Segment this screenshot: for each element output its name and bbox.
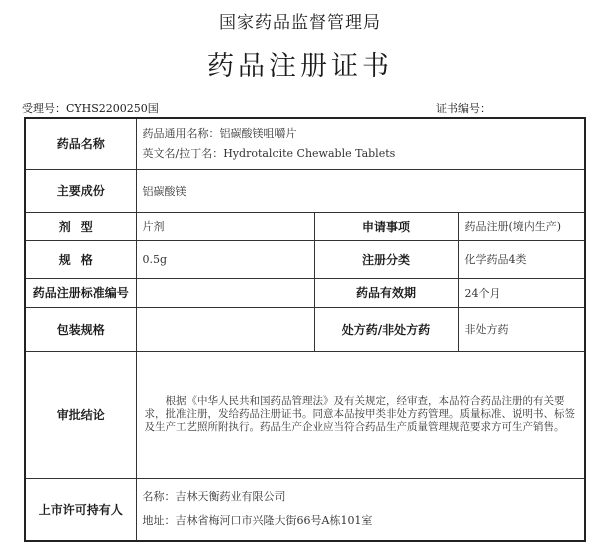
specification-label: 规格 <box>25 240 136 278</box>
reg-class-label: 注册分类 <box>314 240 458 278</box>
prescription-label: 处方药/非处方药 <box>314 307 458 351</box>
drug-name-label: 药品名称 <box>25 118 136 169</box>
common-name-line <box>143 124 579 144</box>
english-name-line <box>143 144 579 164</box>
row-drug-name <box>25 118 585 169</box>
validity-label: 药品有效期 <box>314 278 458 307</box>
row-ingredient <box>25 169 585 212</box>
acceptance-number-label: 受理号： <box>22 102 66 115</box>
packaging-value <box>136 307 314 351</box>
conclusion-text: 根据《中华人民共和国药品管理法》及有关规定，经审查，本品符合药品注册的有关要求，批准注册，发给药品注册证书。同意本品按甲类非处方药管理。质量标准、说明书、标签及生产工艺照所附执行。药品生产企业应当符合药品生产质量管理规范要求方可生产销售。 <box>144 395 575 433</box>
holder-address-label: 地址： <box>142 514 176 528</box>
row-specification <box>25 240 585 278</box>
application-value: 药品注册(境内生产) <box>458 212 585 240</box>
standard-no-value <box>136 278 314 307</box>
acceptance-number <box>22 100 159 116</box>
reg-class-value: 化学药品4类 <box>458 240 585 278</box>
common-name-value: 铝碳酸镁咀嚼片 <box>219 126 297 140</box>
certificate-number-label: 证书编号： <box>436 102 491 115</box>
holder-name-line <box>143 485 579 509</box>
certificate-title: 药品注册证书 <box>207 51 393 82</box>
row-dosage-form <box>25 212 585 240</box>
holder-name-value: 吉林天衡药业有限公司 <box>175 490 286 504</box>
row-holder <box>25 478 585 541</box>
english-name-label: 英文名/拉丁名： <box>142 146 224 160</box>
holder-label: 上市许可持有人 <box>25 478 136 541</box>
acceptance-number-value: CYHS2200250国 <box>66 102 159 115</box>
certificate-table <box>24 117 586 542</box>
validity-value: 24个月 <box>458 278 585 307</box>
row-packaging <box>25 307 585 351</box>
prescription-value: 非处方药 <box>458 307 585 351</box>
english-name-value: Hydrotalcite Chewable Tablets <box>223 146 396 160</box>
holder-name-label: 名称： <box>142 490 176 504</box>
standard-no-label: 药品注册标准编号 <box>25 278 136 307</box>
packaging-label: 包装规格 <box>25 307 136 351</box>
holder-cell <box>136 478 585 541</box>
dosage-form-label: 剂型 <box>25 212 136 240</box>
ingredient-value: 铝碳酸镁 <box>136 169 585 212</box>
drug-name-cell <box>136 118 585 169</box>
certificate-number <box>436 100 491 116</box>
conclusion-label: 审批结论 <box>25 351 136 478</box>
holder-address-value: 吉林省梅河口市兴隆大街66号A栋101室 <box>175 514 373 528</box>
specification-value: 0.5g <box>136 240 314 278</box>
agency-name: 国家药品监督管理局 <box>219 13 381 33</box>
row-standard-no <box>25 278 585 307</box>
conclusion-cell <box>136 351 585 478</box>
row-conclusion <box>25 351 585 478</box>
holder-address-line <box>143 509 579 533</box>
application-label: 申请事项 <box>314 212 458 240</box>
common-name-label: 药品通用名称： <box>142 126 220 140</box>
dosage-form-value: 片剂 <box>136 212 314 240</box>
ingredient-label: 主要成份 <box>25 169 136 212</box>
